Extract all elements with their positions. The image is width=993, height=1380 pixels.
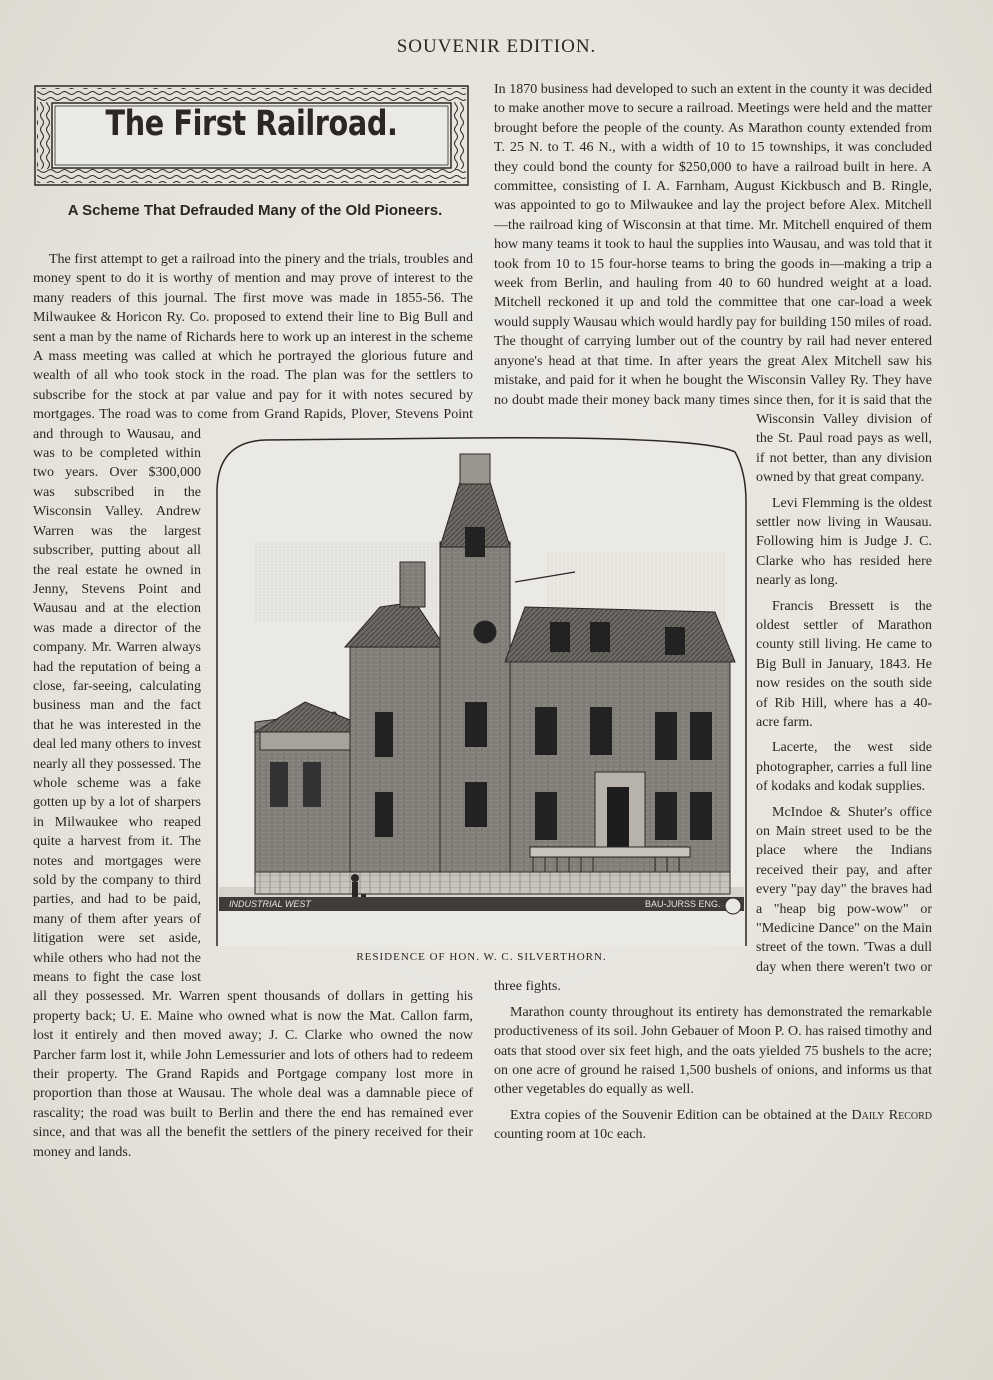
article-title: The First Railroad.	[105, 104, 398, 144]
article-paragraph-1: The first attempt to get a railroad into the pinery and the trials, troubles and money spent to do it is worthy of mention and may prove of interest to the many readers of this journal. The first move was made in 1855-56. The Milwaukee & Horicon Ry. Co. proposed to extend their line to Big Bull and sent a man by the name of Richards here to work up an interest in the scheme A mass meeting was called at which he portrayed the glorious future and wealth of all who took stock in the road. The plan was for the settlers to subscribe for the stock at par value and pay for it with notes secured by mortgages. The road was to come from Grand Rapids, Plover, Stevens Point and through to Wausau, and was to be completed within two years. Over $300,000 was subscribed in the Wisconsin Valley. Andrew Warren was the largest subscriber, putting about all the real estate he owned in Jenny, Stevens Point and Wausau and at the election was made a director of the company. Mr. Warren always had the reputation of being a close, far-seeing, calculating business man and the fact that he was interested in the deal led many others to invest nearly all they possessed. The whole scheme was a fake gotten up by a lot of sharpers in Milwaukee who reaped quite a harvest from it. The notes and mortgages were sold by the company to third parties, and had to be paid, many of them after years of litigation were set aside, while others who had not the means to fight the case lost all they possessed. Mr. Warren spent thousands of dollars in getting his property back; U. E. Maine who owned what is now the Mat. Callon farm, lost it entirely and then moved away; J. C. Clarke who owned the now Parcher farm lost it, while John Lemessurier and lots of others had to redeem their property. The Grand Rapids and Portgage company lost more in proportion than those at Wausau. The whole deal was a damnable piece of rascality; the road was built to Berlin and there the end has remained ever since, and that was all the benefit the settlers of the pinery received for their money and lands.	[33, 252, 473, 1160]
paper-name: Daily Record	[851, 1107, 932, 1123]
note-gebauer: Marathon county throughout its entirety has demonstrated the remarkable productiveness of its soil. John Gebauer of Moon P. O. has raised timothy and oats that stood over six feet high, and the oats yielded 75 bushels to the acre; on one acre of ground he raised 1,500 bushels of onions, and informs us that other vegetables do equally as well.	[494, 1004, 932, 1098]
article-subtitle: A Scheme That Defrauded Many of the Old Pioneers.	[67, 202, 443, 219]
illustration-caption: RESIDENCE OF HON. W. C. SILVERTHORN.	[356, 951, 607, 963]
edition-header: SOUVENIR EDITION.	[396, 36, 597, 57]
engraver-credit-left: INDUSTRIAL WEST	[229, 899, 311, 909]
engraver-credit-right: BAU-JURSS ENG.	[645, 899, 721, 909]
house-engraving	[215, 432, 748, 948]
note-bressett: Francis Bressett is the oldest settler of Marathon county still living. He came to Big Bull in January, 1843. He now resides on the south side of Rib Hill, where has a 40-acre farm.	[756, 598, 932, 730]
note-lacerte: Lacerte, the west side photographer, carries a full line of kodaks and kodak supplies.	[756, 740, 932, 795]
note-mcindoe: McIndoe & Shuter's office on Main street used to be the place where the Indians received their pay, and after every "pay day" the braves had a "heap big pow-wow" or "Medicine Dance" on the Main street of the town. 'Twas a dull day when there weren't two or three fights.	[494, 804, 932, 995]
note-flemming: Levi Flemming is the oldest settler now living in Wausau. Following him is Judge J. C. Clarke who has resided here nearly as long.	[756, 495, 932, 589]
footer-note: Extra copies of the Souvenir Edition can be obtained at the Daily Record counting room at 10c each.	[494, 1107, 932, 1143]
title-frame	[33, 84, 470, 187]
residence-illustration	[215, 432, 748, 948]
article-paragraph-2: In 1870 business had developed to such an extent in the county it was decided to make another move to secure a railroad. Meetings were held and the matter brought before the people of the county. As Marathon county extended from T. 25 N. to T. 46 N., with a width of 10 to 15 townships, it was concluded they could bond the county for $250,000 to have a railroad built in here. A committee, consisting of I. A. Farnham, August Kickbusch and B. Ringle, was appointed to go to Milwaukee and lay the project before Alex. Mitchell—the railroad king of Wisconsin at that time. Mr. Mitchell enquired of them how many teams it took to haul the supplies into Wausau, and was told that it took from 10 to 15 four-horse teams to bring the goods in—making a trip a week from Berlin, and hauling from 40 to 60 hundred weight at a load. Mitchell reckoned it up and told the committee that one car-load a week would supply Wausau which would hardly pay for building 150 miles of road. The thought of carrying lumber out of the country by rail had never entered anyone's head at that time. In after years the great Alex Mitchell saw his mistake, and paid for it when he bought the Wisconsin Valley Ry. They have no doubt made their money back many times since then, for it is said that the Wisconsin Valley division of the St. Paul road pays as well, if not better, than any division owned by that great company.	[494, 82, 932, 486]
